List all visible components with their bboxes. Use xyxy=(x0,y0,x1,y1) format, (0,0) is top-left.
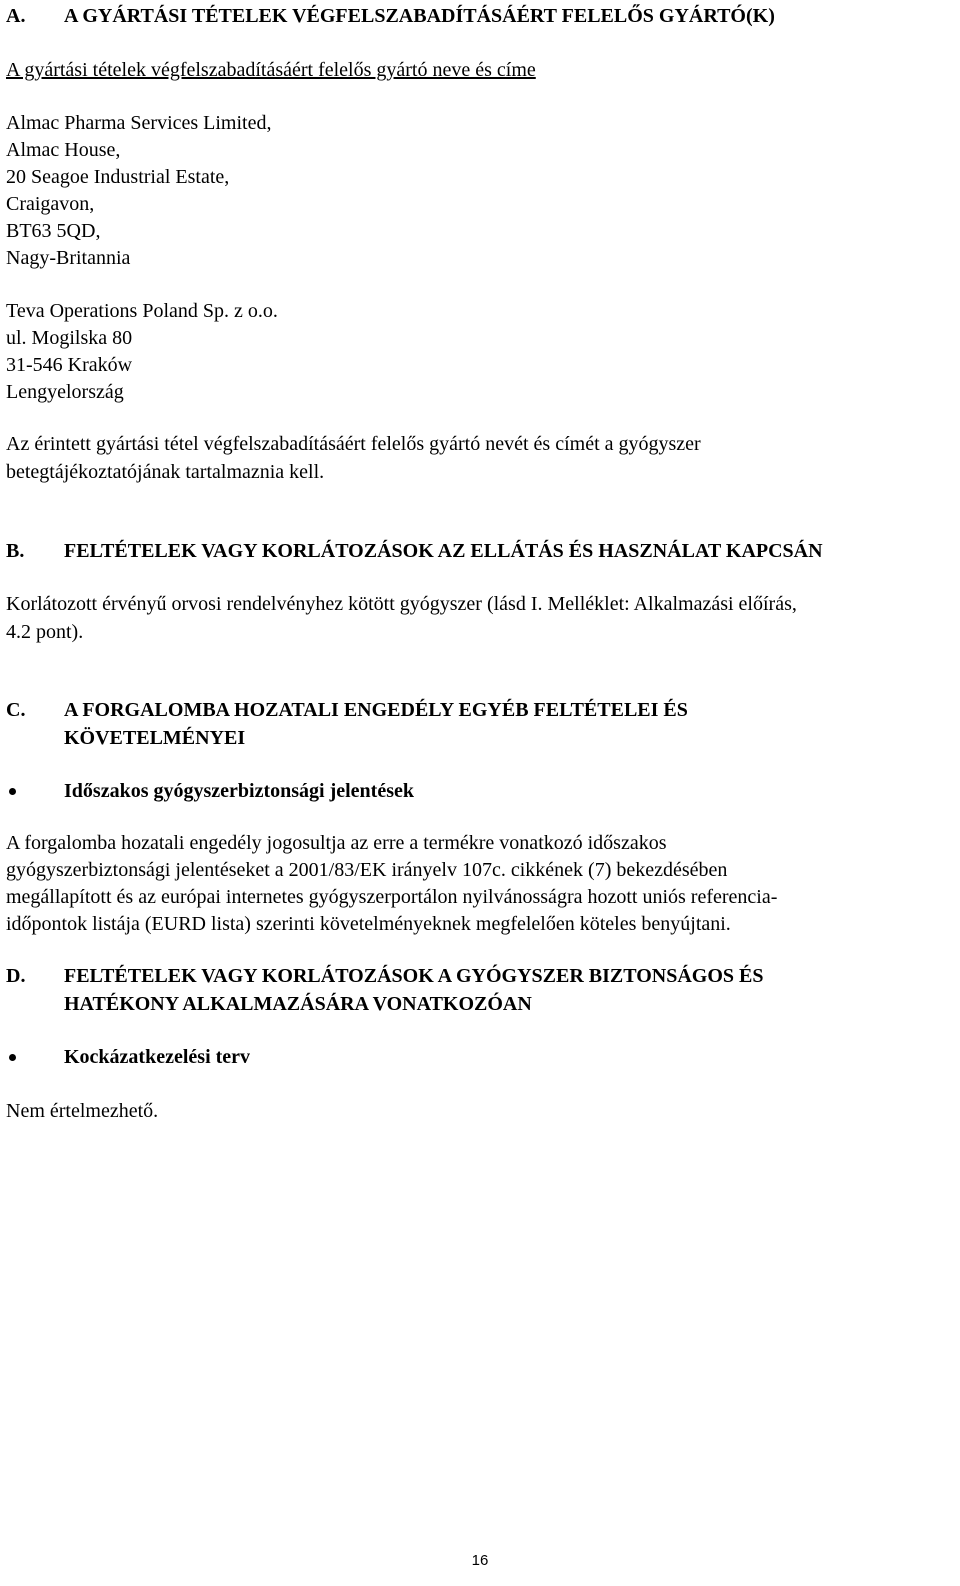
section-c-heading xyxy=(6,696,688,752)
address-line: 20 Seagoe Industrial Estate, xyxy=(6,166,230,188)
section-a-heading xyxy=(6,2,775,30)
paragraph-line: 4.2 pont). xyxy=(6,621,84,643)
section-a-title: A GYÁRTÁSI TÉTELEK VÉGFELSZABADÍTÁSÁÉRT FELELŐS GYÁRTÓ(K) xyxy=(64,5,775,27)
page-number: 16 xyxy=(471,1552,489,1569)
manufacturer-2-address xyxy=(6,298,278,406)
section-d-body: Nem értelmezhető. xyxy=(6,1100,159,1122)
section-a-subheading: A gyártási tételek végfelszabadításáért felelős gyártó neve és címe xyxy=(6,59,536,81)
section-c-title-line: KÖVETELMÉNYEI xyxy=(64,727,246,749)
section-c-body xyxy=(6,830,777,938)
paragraph-line: megállapított és az európai internetes gyógyszerportálon nyilvánosságra hozott uniós referencia- xyxy=(6,886,778,908)
section-b-title: FELTÉTELEK VAGY KORLÁTOZÁSOK AZ ELLÁTÁS ÉS HASZNÁLAT KAPCSÁN xyxy=(64,540,823,562)
section-c-bullet-label: Időszakos gyógyszerbiztonsági jelentések xyxy=(64,780,414,802)
section-d-title-line: HATÉKONY ALKALMAZÁSÁRA VONATKOZÓAN xyxy=(64,993,532,1015)
section-d-title-line: FELTÉTELEK VAGY KORLÁTOZÁSOK A GYÓGYSZER BIZTONSÁGOS ÉS xyxy=(64,965,764,987)
section-a-letter: A. xyxy=(6,5,26,27)
address-line: Nagy-Britannia xyxy=(6,247,131,269)
section-b-body xyxy=(6,590,797,646)
section-c-bullet-item xyxy=(6,777,414,805)
section-c-title-line: A FORGALOMBA HOZATALI ENGEDÉLY EGYÉB FELTÉTELEI ÉS xyxy=(64,699,688,721)
section-d-bullet-label: Kockázatkezelési terv xyxy=(64,1046,251,1068)
paragraph-line: Az érintett gyártási tétel végfelszabadításáért felelős gyártó nevét és címét a gyógyszer xyxy=(6,433,701,455)
section-d-heading xyxy=(6,962,764,1018)
address-line: BT63 5QD, xyxy=(6,220,101,242)
paragraph-line: Korlátozott érvényű orvosi rendelvényhez kötött gyógyszer (lásd I. Melléklet: Alkalmazási előírás, xyxy=(6,593,797,615)
paragraph-line: A forgalomba hozatali engedély jogosultja az erre a termékre vonatkozó időszakos xyxy=(6,832,667,854)
address-line: Teva Operations Poland Sp. z o.o. xyxy=(6,300,278,322)
section-b-letter: B. xyxy=(6,540,25,562)
section-a-note xyxy=(6,430,701,486)
paragraph-line: időpontok listája (EURD lista) szerinti követelményeknek megfelelően köteles benyújtani. xyxy=(6,913,731,935)
address-line: Almac House, xyxy=(6,139,121,161)
section-c-letter: C. xyxy=(6,699,26,721)
section-d-bullet-item xyxy=(6,1043,250,1071)
paragraph-line: betegtájékoztatójának tartalmaznia kell. xyxy=(6,461,325,483)
section-d-letter: D. xyxy=(6,965,26,987)
section-b-heading xyxy=(6,537,823,565)
address-line: ul. Mogilska 80 xyxy=(6,327,133,349)
address-line: Lengyelország xyxy=(6,381,124,403)
address-line: 31-546 Kraków xyxy=(6,354,133,376)
address-line: Almac Pharma Services Limited, xyxy=(6,112,272,134)
manufacturer-1-address xyxy=(6,110,271,272)
address-line: Craigavon, xyxy=(6,193,95,215)
paragraph-line: gyógyszerbiztonsági jelentéseket a 2001/83/EK irányelv 107c. cikkének (7) bekezdésében xyxy=(6,859,728,881)
